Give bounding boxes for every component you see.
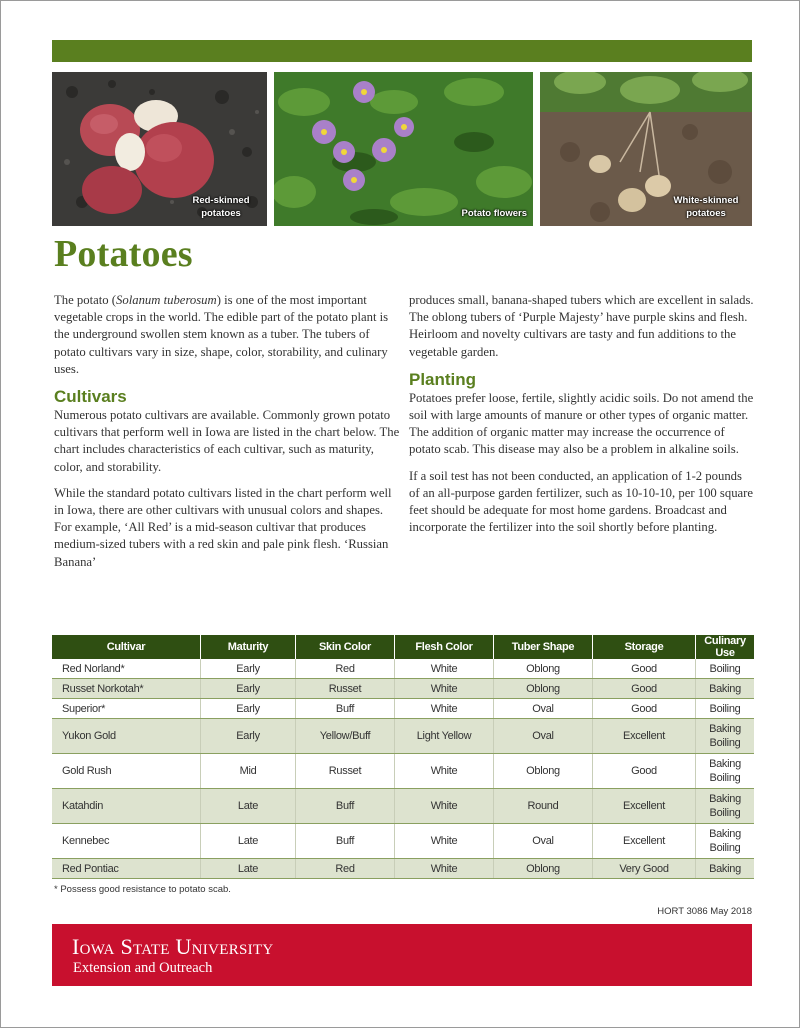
planting-heading: Planting <box>409 369 477 389</box>
publication-code: HORT 3086 May 2018 <box>657 906 752 917</box>
university-name: Iowa State University <box>72 934 274 959</box>
table-row: Superior* Early Buff White Oval Good Boiling <box>52 699 754 719</box>
table-footnote: * Possess good resistance to potato scab. <box>54 884 231 895</box>
latin-name: Solanum tuberosum <box>116 293 217 307</box>
table-row: Red Norland* Early Red White Oblong Good Boiling <box>52 659 754 679</box>
column-header: Culinary Use <box>696 635 755 659</box>
top-accent-bar <box>52 40 752 62</box>
photo-potato-flowers <box>274 72 533 226</box>
left-column <box>54 292 400 580</box>
cultivars-paragraph-1: Numerous potato cultivars are available. Commonly grown potato cultivars that perform well in Iowa are listed in the chart below. The chart includes characteristics of each cultivar, such as maturity, color, and storability. <box>54 408 400 474</box>
table-row: Red Pontiac Late Red White Oblong Very Good Baking <box>52 859 754 879</box>
intro-paragraph: The potato (Solanum tuberosum) is one of the most important vegetable crops in the world. The edible part of the potato plant is the underground swollen stem known as a tuber. The tubers of potato cultivars vary in size, shape, color, storability, and culinary uses. <box>54 293 389 376</box>
column-header: Skin Color <box>296 635 395 659</box>
column-header: Storage <box>593 635 696 659</box>
right-column <box>409 292 755 545</box>
page-title: Potatoes <box>54 233 193 275</box>
extension-wordmark: Extension and Outreach <box>73 960 213 976</box>
cultivars-paragraph-2: While the standard potato cultivars listed in the chart perform well in Iowa, there are other cultivars with unusual colors and shapes. For example, ‘All Red’ is a mid-season cultivar that produces medium-sized tubers with a red skin and pale pink flesh. ‘Russian Banana’ <box>54 485 392 569</box>
isu-footer-bar <box>52 924 752 986</box>
cultivars-heading: Cultivars <box>54 387 127 407</box>
photo-white-potatoes <box>540 72 752 226</box>
university-wordmark <box>72 934 274 960</box>
column-header: Tuber Shape <box>494 635 593 659</box>
photo-caption: White-skinned potatoes <box>673 195 739 219</box>
photo-caption: Red-skinned potatoes <box>192 195 250 219</box>
column-header: Maturity <box>201 635 296 659</box>
table-row: Kennebec Late Buff White Oval Excellent Baking Boiling <box>52 824 754 859</box>
cultivars-paragraph-2-continued: produces small, banana-shaped tubers which are excellent in salads. The oblong tubers of ‘Purple Majesty’ have purple skins and flesh. Heirloom and novelty cultivars are tasty and fun additions to the vegetable garden. <box>409 293 754 359</box>
planting-paragraph-2: If a soil test has not been conducted, an application of 1-2 pounds of an all-purpose garden fertilizer, such as 10-10-10, per 100 square feet should be adequate for most home gardens. Broadcast and incorporate the fertilizer into the soil shortly before planting. <box>409 468 754 535</box>
photo-red-potatoes <box>52 72 267 226</box>
column-header: Cultivar <box>52 635 201 659</box>
table-row: Gold Rush Mid Russet White Oblong Good Baking Boiling <box>52 754 754 789</box>
cultivar-table <box>52 635 754 879</box>
table-row: Russet Norkotah* Early Russet White Oblong Good Baking <box>52 679 754 699</box>
planting-paragraph-1: Potatoes prefer loose, fertile, slightly acidic soils. Do not amend the soil with large amounts of manure or other types of organic matter. The addition of organic matter may increase the occurrence of potato scab. This disease may also be a problem in alkaline soils. <box>409 390 754 457</box>
table-row: Yukon Gold Early Yellow/Buff Light Yellow Oval Excellent Baking Boiling <box>52 719 754 754</box>
table-row: Katahdin Late Buff White Round Excellent Baking Boiling <box>52 789 754 824</box>
column-header: Flesh Color <box>395 635 494 659</box>
photo-caption: Potato flowers <box>461 208 527 219</box>
table-header-row <box>52 635 754 659</box>
